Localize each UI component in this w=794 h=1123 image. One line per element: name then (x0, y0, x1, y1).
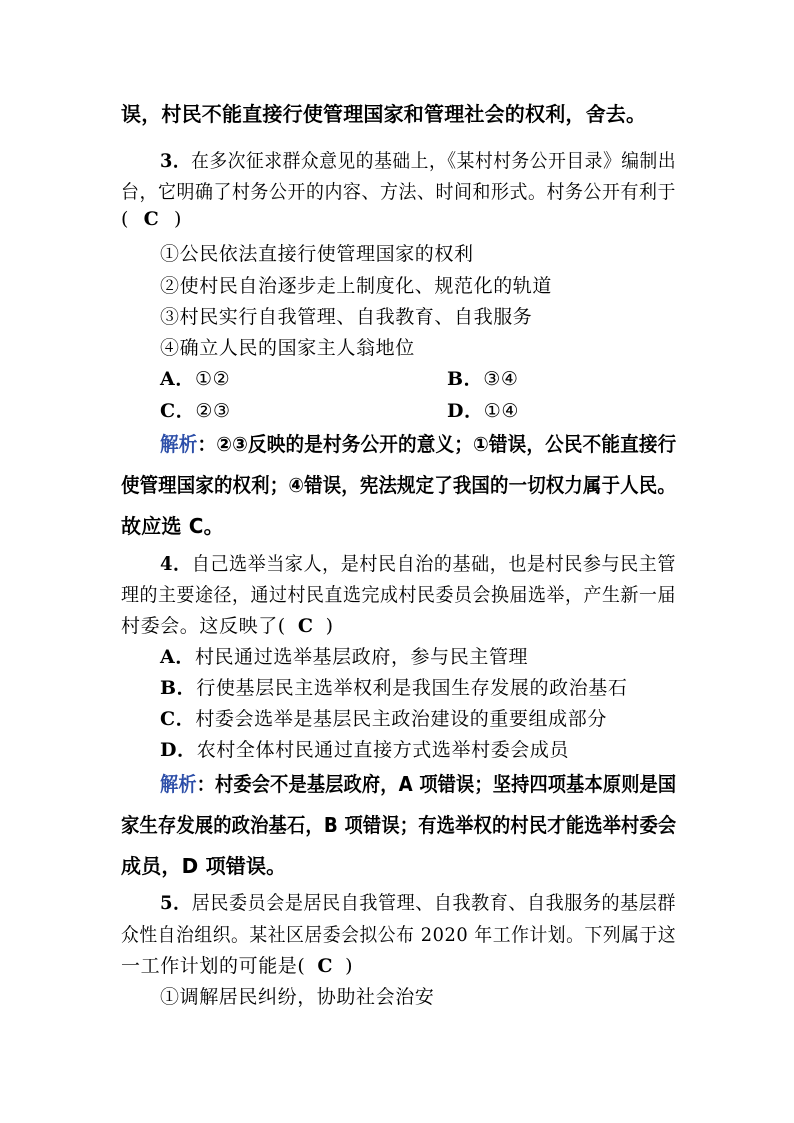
q3-analysis-line-1: 解析：②③反映的是村务公开的意义；①错误，公民不能直接行 (160, 432, 677, 456)
q3-option-d: D．①④ (447, 400, 519, 422)
q5-stem-line-1: 5．居民委员会是居民自我管理、自我教育、自我服务的基层群 (160, 892, 677, 914)
q3-item-2: ②使村民自治逐步走上制度化、规范化的轨道 (160, 275, 553, 297)
q4-option-c: C．村委会选举是基层民主政治建设的重要组成部分 (160, 708, 607, 730)
q4-option-b: B．行使基层民主选举权利是我国生存发展的政治基石 (160, 677, 628, 699)
q4-option-a: A．村民通过选举基层政府，参与民主管理 (160, 646, 529, 668)
q4-analysis-line-3: 成员，D 项错误。 (121, 854, 287, 878)
q3-item-3: ③村民实行自我管理、自我教育、自我服务 (160, 306, 533, 328)
q3-stem-text-1: 在多次征求群众意见的基础上，《某村村务公开目录》编制出 (191, 150, 677, 172)
q3-analysis-line-2: 使管理国家的权利；④错误，宪法规定了我国的一切权力属于人民。 (121, 473, 676, 497)
q5-stem-line-2: 众性自治组织。某社区居委会拟公布 2020 年工作计划。下列属于这 (121, 924, 677, 946)
q4-analysis-line-1: 解析：村委会不是基层政府，A 项错误；坚持四项基本原则是国 (160, 772, 677, 796)
q3-answer: C (143, 208, 160, 230)
continuation-line: 误，村民不能直接行使管理国家和管理社会的权利，舍去。 (121, 102, 647, 126)
q3-analysis-line-3: 故应选 C。 (121, 514, 224, 538)
q4-stem-line-1: 4．自己选举当家人，是村民自治的基础，也是村民参与民主管 (160, 553, 677, 575)
q5-item-1: ①调解居民纠纷，协助社会治安 (160, 986, 435, 1008)
q4-analysis-label: 解析 (160, 772, 197, 796)
q4-stem-line-2: 理的主要途径，通过村民直选完成村民委员会换届选举，产生新一届 (121, 584, 677, 606)
q5-answer: C (317, 955, 334, 977)
q3-option-a: A．①② (160, 368, 231, 390)
q3-stem-line-1 (160, 146, 676, 173)
q3-option-b: B．③④ (447, 368, 519, 390)
q4-stem-line-3: 村委会。这反映了( C ) (121, 615, 334, 637)
q3-answer-paren: ( C ) (121, 208, 183, 230)
q4-number: 4． (160, 553, 192, 575)
q4-option-d: D．农村全体村民通过直接方式选举村委会成员 (160, 739, 570, 761)
q4-answer: C (297, 615, 314, 637)
q3-item-4: ④确立人民的国家主人翁地位 (160, 337, 415, 359)
q3-stem-line-2: 台，它明确了村务公开的内容、方法、时间和形式。村务公开有利于 (121, 181, 677, 203)
q4-analysis-line-2: 家生存发展的政治基石，B 项错误；有选举权的村民才能选举村委会 (121, 813, 677, 837)
q3-item-1: ①公民依法直接行使管理国家的权利 (160, 243, 474, 265)
q3-number: 3． (160, 150, 192, 172)
q3-analysis-label: 解析 (160, 432, 198, 456)
q3-option-c: C．②③ (160, 400, 231, 422)
q5-number: 5． (160, 892, 192, 914)
q5-stem-line-3: 一工作计划的可能是( C ) (121, 955, 354, 977)
